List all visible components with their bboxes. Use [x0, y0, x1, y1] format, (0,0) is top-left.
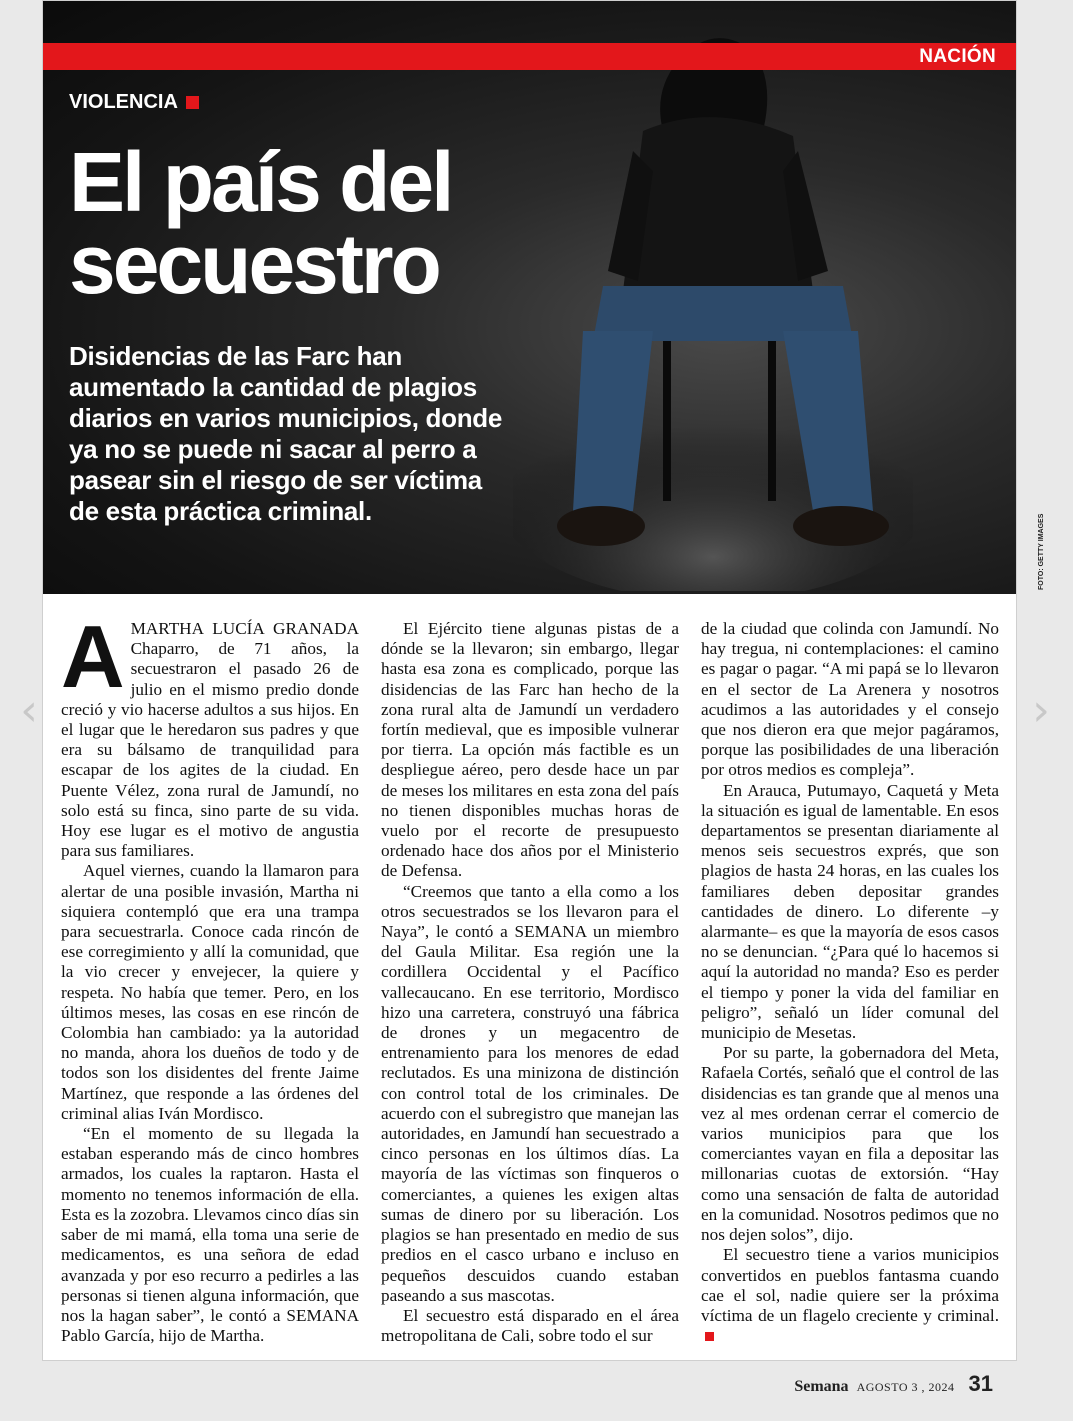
drop-cap: A [61, 607, 125, 706]
paragraph: El secuestro está disparado en el área metropolitana de Cali, sobre todo el sur [381, 1305, 679, 1346]
magazine-page [42, 0, 1017, 1361]
column-3 [701, 619, 999, 1345]
issue-date: AGOSTO 3 , 2024 [856, 1380, 955, 1394]
column-1 [61, 607, 359, 1346]
paragraph: de la ciudad que colinda con Jamundí. No hay tregua, ni contemplaciones: el camino es pagar o pagar. “A mi papá se lo llevaron en el sector de La Arenera y nosotros acudimos a las autoridades y el consejo que nos dieron era que mejor pagáramos, porque las posibilidades de una liberación por otros medios es compleja”. [701, 619, 999, 780]
paragraph: El Ejército tiene algunas pistas de a dónde se la llevaron; sin embargo, llegar hasta esa zona es complicado, porque las disidencias de las Farc han hecho de la zona rural alta de Jamundí un verdadero fortín medieval, que es imposible vulnerar por tierra. La opción más factible es un despliegue aéreo, pero desde hace un par de meses los militares en esta zona del país no tienen disponibles muchas horas de vuelo por el recorte de presupuesto ordenado hace dos años por el Ministerio de Defensa. [381, 619, 679, 881]
paragraph: “Creemos que tanto a ella como a los otros secuestrados se los llevaron para el Naya”, le contó a SEMANA un miembro del Gaula Militar. Esa región une la cordillera Occidental y el Pacífico vallecaucano. En ese territorio, Mordisco hizo una carretera, construyó una fábrica de drones y un megacentro de entrenamiento para los menores de edad reclutados. Es una minizona de distinción con control total de los criminales. De acuerdo con el subregistro que manejan las autoridades, en Jamundí han secuestrado a cinco personas en los últimos días. La mayoría de las víctimas son finqueros o comerciantes, a quienes les exigen altas sumas de dinero por su liberación. Los plagios se han presentado en medio de sus predios en el casco urbano e incluso en pequeños descuidos cuando estaban paseando a sus mascotas. [381, 881, 679, 1305]
section-bar [43, 43, 1016, 70]
column-2 [381, 619, 679, 1345]
red-square-icon [186, 96, 199, 109]
magazine-name: Semana [794, 1378, 849, 1395]
hooded-figure-photo [513, 21, 913, 591]
kicker [69, 91, 199, 114]
page-footer [794, 1371, 993, 1397]
end-mark-icon [705, 1332, 714, 1341]
paragraph: En Arauca, Putumayo, Caquetá y Meta la situación es igual de lamentable. En esos departamentos se presentan diariamente al menos seis secuestros exprés, que son plagios de hasta 24 horas, en las cuales los familiares deben depositar grandes cantidades de dinero. Lo diferente –y alarmante– es que la mayoría de esos casos no se denuncian. “¿Para qué lo hacemos si aquí la autoridad no manda? Eso es perder el tiempo y poner la vida del familiar en peligro”, señaló un líder comunal del municipio de Mesetas. [701, 780, 999, 1043]
paragraph: El secuestro tiene a varios municipios convertidos en pueblos fantasma cuando cae el sol, nadie quiere ser la próxima víctima de un flagelo creciente y criminal. [701, 1245, 999, 1346]
article-body [61, 607, 1001, 1346]
paragraph: Aquel viernes, cuando la llamaron para alertar de una posible invasión, Martha ni siquiera contempló que era una trampa para secuestrarla. Conoce cada rincón de ese corregimiento y allí la comunidad, que la vio crecer y envejecer, la quiere y respeta. No había que temer. Pero, en los últimos meses, las cosas en ese rincón de Colombia han cambiado: ya la autoridad no manda, ahora los dueños de todo y de todos son los disidentes del frente Jaime Martínez, que responde a las órdenes del criminal alias Iván Mordisco. [61, 861, 359, 1123]
deck: Disidencias de las Farc han aumentado la cantidad de plagios diarios en varios municipios, donde ya no se puede ni sacar al perro a pasear sin el riesgo de ser víctima de esta práctica criminal. [69, 341, 503, 526]
headline: El país del secuestro [69, 135, 452, 311]
page-number: 31 [968, 1371, 993, 1396]
kicker-text: VIOLENCIA [69, 91, 178, 113]
hero-banner [43, 1, 1016, 594]
paragraph: AMARTHA LUCÍA GRANADA Chaparro, de 71 años, la secuestraron el pasado 26 de julio en el mismo predio donde creció y vio hacerse adultos a sus hijos. En el lugar que le heredaron sus padres y que era su bálsamo de tranquilidad para escapar de los agites de la ciudad. En Puente Vélez, zona rural de Jamundí, no solo está su finca, sino parte de su vida. Hoy ese lugar es el motivo de angustia para sus familiares. [61, 607, 359, 861]
paragraph: “En el momento de su llegada la estaban esperando más de cinco hombres armados, los cuales la raptaron. Hasta el momento no tenemos información de ella. Esta es la zozobra. Llevamos cinco días sin saber de mi mamá, ella toma una serie de medicamentos, es una señora de edad avanzada y por eso recurro a pedirles a las personas si tienen alguna información, que nos la hagan saber”, le contó a SEMANA Pablo García, hijo de Martha. [61, 1124, 359, 1346]
photo-credit: FOTO: GETTY IMAGES [1038, 513, 1045, 590]
section-label: NACIÓN [919, 46, 996, 67]
previous-page-arrow-icon[interactable]: ‹ [20, 685, 38, 736]
next-page-arrow-icon[interactable]: › [1032, 685, 1050, 736]
paragraph: Por su parte, la gobernadora del Meta, Rafaela Cortés, señaló que el control de las disidencias es tan grande que al menos una vez al mes ordenan cerrar el comercio de varios municipios para que los comerciantes vayan en fila a depositar las millonarias cuotas de extorsión. “Hay como una sensación de falta de autoridad en la comunidad. Nosotros pedimos que no nos dejen solos”, dijo. [701, 1043, 999, 1245]
